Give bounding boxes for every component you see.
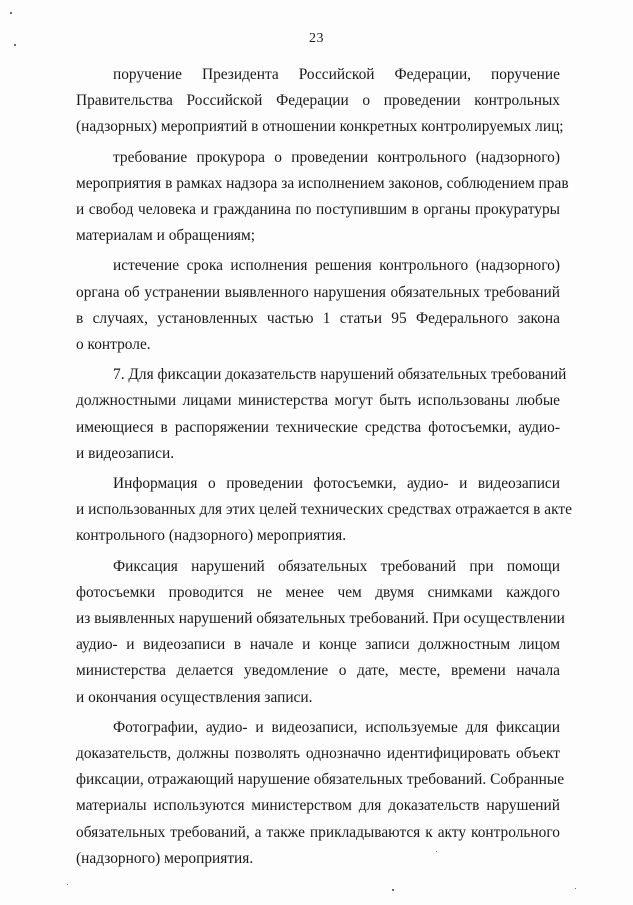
- text-line: требование прокурора о проведении контрольного (надзорного): [113, 148, 560, 166]
- text-line: и окончания осуществления записи.: [76, 688, 313, 706]
- text-line: в случаях, установленных частью 1 статьи 95 Федерального закона: [76, 309, 560, 327]
- text-line: (надзорного) мероприятия.: [76, 849, 254, 867]
- text-line: мероприятия в рамках надзора за исполнением законов, соблюдением прав: [76, 174, 569, 192]
- text-line: Правительства Российской Федерации о проведении контрольных: [76, 92, 560, 110]
- text-line: истечение срока исполнения решения контрольного (надзорного): [113, 257, 560, 275]
- text-line: Фотографии, аудио- и видеозаписи, используемые для фиксации: [113, 718, 560, 736]
- text-line: и видеозаписи.: [76, 444, 175, 462]
- paragraph-recording-info: [76, 471, 572, 550]
- text-line: обязательных требований, а также прикладываются к акту контрольного: [76, 823, 560, 841]
- text-line: фотосъемки проводится не менее чем двумя снимками каждого: [76, 583, 560, 601]
- text-line: поручение Президента Российской Федерации, поручение: [113, 66, 560, 83]
- text-line: аудио- и видеозаписи в начале и конце записи должностным лицом: [76, 636, 560, 654]
- text-line: фиксации, отражающий нарушение обязательных требований. Собранные: [76, 771, 565, 789]
- text-line: из выявленных нарушений обязательных требований. При осуществлении: [76, 610, 565, 628]
- text-line: Информация о проведении фотосъемки, аудио- и видеозаписи: [113, 475, 560, 493]
- text-line: (надзорных) мероприятий в отношении конкретных контролируемых лиц;: [76, 118, 564, 136]
- paragraph-order-sources: [76, 62, 564, 141]
- text-line: материалам и обращениям;: [76, 227, 256, 245]
- paragraph-prosecutor-demand: [76, 145, 569, 250]
- paragraph-evidence-materials: [76, 715, 565, 872]
- text-line: 7. Для фиксации доказательств нарушений обязательных требований: [113, 366, 567, 384]
- text-line: имеющиеся в распоряжении технические средства фотосъемки, аудио-: [76, 418, 560, 436]
- text-line: министерства делается уведомление о дате, месте, времени начала: [76, 662, 560, 680]
- text-line: должностными лицами министерства могут быть использованы любые: [76, 392, 560, 410]
- paragraph-deadline-expiry: [76, 253, 560, 358]
- paragraph-violation-fixation: [76, 554, 565, 711]
- text-line: контрольного (надзорного) мероприятия.: [76, 527, 347, 545]
- body-text: [76, 62, 572, 872]
- paragraph-item-7: [76, 362, 567, 467]
- text-line: и использованных для этих целей технических средствах отражается в акте: [76, 501, 572, 519]
- text-line: Фиксация нарушений обязательных требований при помощи: [113, 557, 560, 575]
- text-line: о контроле.: [76, 336, 151, 354]
- text-line: доказательств, должны позволять однозначно идентифицировать объект: [76, 745, 560, 763]
- text-line: органа об устранении выявленного нарушения обязательных требований: [76, 283, 560, 301]
- page-number: 23: [309, 31, 324, 46]
- text-line: и свобод человека и гражданина по поступившим в органы прокуратуры: [76, 201, 560, 219]
- text-line: материалы используются министерством для доказательств нарушений: [76, 797, 560, 815]
